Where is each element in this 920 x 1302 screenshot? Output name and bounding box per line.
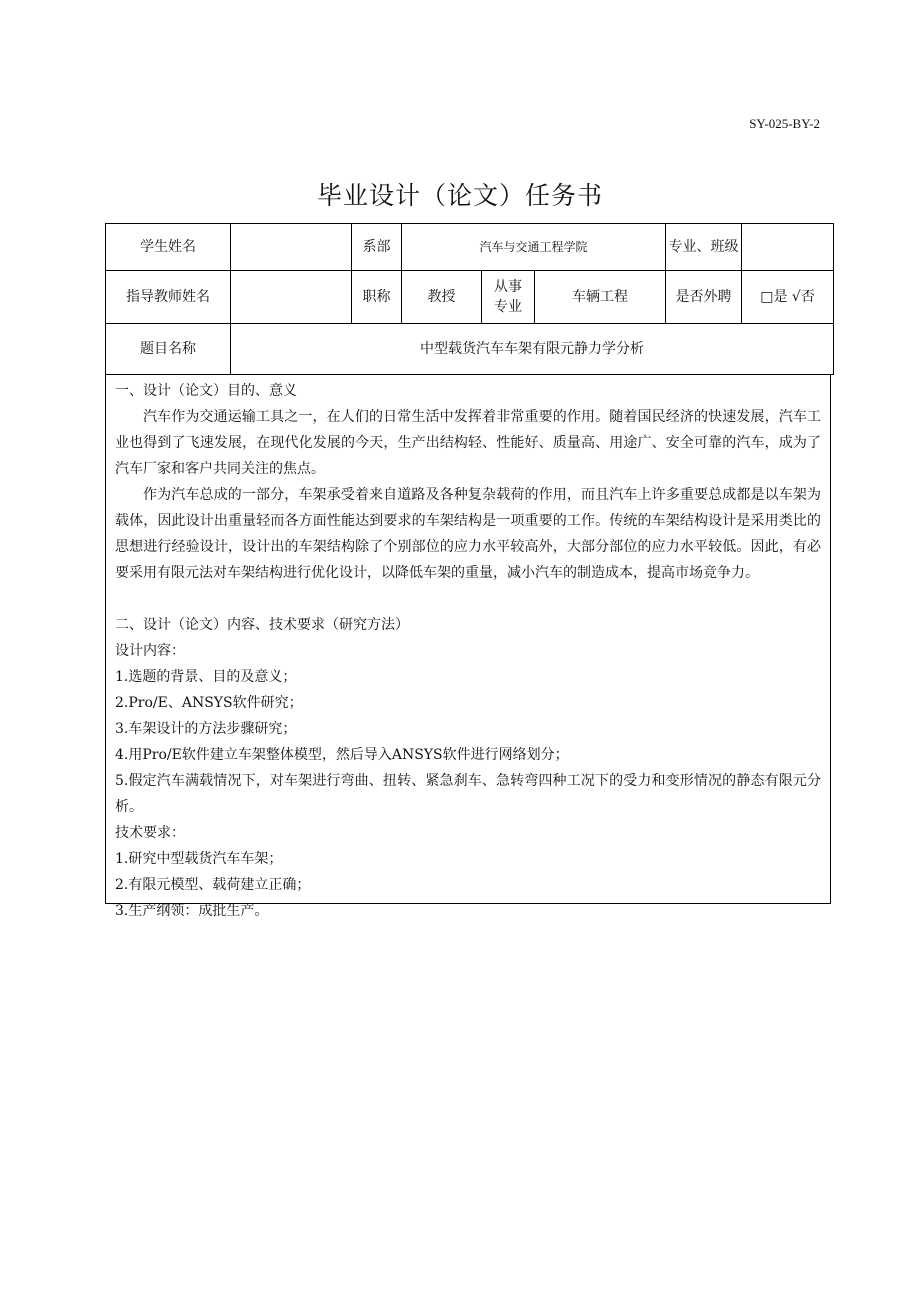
requirement-item: 1.研究中型载货汽车车架； [115, 851, 283, 867]
dept-label: 系部 [352, 224, 402, 271]
field-label-line1: 从事 [494, 279, 522, 295]
task-content-box [105, 374, 831, 919]
external-label: 是否外聘 [666, 271, 742, 324]
field-label [482, 271, 535, 324]
student-name-value [231, 224, 352, 271]
external-value: □是 √否 [742, 271, 834, 324]
section1-paragraph: 汽车作为交通运输工具之一，在人们的日常生活中发挥着非常重要的作用。随着国民经济的快速发展，汽车工业也得到了飞速发展，在现代化发展的今天，生产出结构轻、性能好、质量高、用途广、安全可靠的汽车，成为了汽车厂家和客户共同关注的焦点。 [115, 409, 821, 477]
requirement-item: 3.生产纲领：成批生产。 [115, 903, 269, 919]
title-value: 教授 [402, 271, 482, 324]
major-class-value [742, 224, 834, 271]
title-label: 职称 [352, 271, 402, 324]
section2-heading: 二、设计（论文）内容、技术要求（研究方法） [115, 617, 409, 633]
content-item: 3.车架设计的方法步骤研究； [115, 721, 297, 737]
page-title: 毕业设计（论文）任务书 [316, 181, 603, 210]
requirements-label: 技术要求： [115, 825, 185, 841]
content-item: 4.用Pro/E软件建立车架整体模型，然后导入ANSYS软件进行网络划分； [115, 747, 569, 763]
major-class-label: 专业、班级 [666, 224, 742, 271]
section1-paragraph: 作为汽车总成的一部分，车架承受着来自道路及各种复杂载荷的作用，而且汽车上许多重要总成都是以车架为载体，因此设计出重量轻而各方面性能达到要求的车架结构是一项重要的工作。传统的车架结构设计是采用类比的思想进行经验设计，设计出的车架结构除了个别部位的应力水平较高外，大部分部位的应力水平较低。因此，有必要采用有限元法对车架结构进行优化设计，以降低车架的重量，减小汽车的制造成本，提高市场竞争力。 [115, 487, 821, 581]
topic-value: 中型载货汽车车架有限元静力学分析 [231, 324, 834, 375]
content-label: 设计内容： [115, 643, 185, 659]
advisor-label: 指导教师姓名 [106, 271, 231, 324]
document-code: SY-025-BY-2 [749, 116, 820, 131]
section1-heading: 一、设计（论文）目的、意义 [115, 383, 297, 399]
info-table [105, 223, 834, 375]
content-item: 5.假定汽车满载情况下，对车架进行弯曲、扭转、紧急刹车、急转弯四种工况下的受力和变形情况的静态有限元分析。 [115, 773, 821, 815]
content-item: 1.选题的背景、目的及意义； [115, 669, 297, 685]
dept-value: 汽车与交通工程学院 [402, 224, 666, 271]
field-label-line2: 专业 [494, 299, 522, 315]
requirement-item: 2.有限元模型、载荷建立正确； [115, 877, 311, 893]
field-value: 车辆工程 [535, 271, 666, 324]
student-name-label: 学生姓名 [106, 224, 231, 271]
topic-label: 题目名称 [106, 324, 231, 375]
advisor-value [231, 271, 352, 324]
content-item: 2.Pro/E、ANSYS软件研究； [115, 695, 303, 711]
